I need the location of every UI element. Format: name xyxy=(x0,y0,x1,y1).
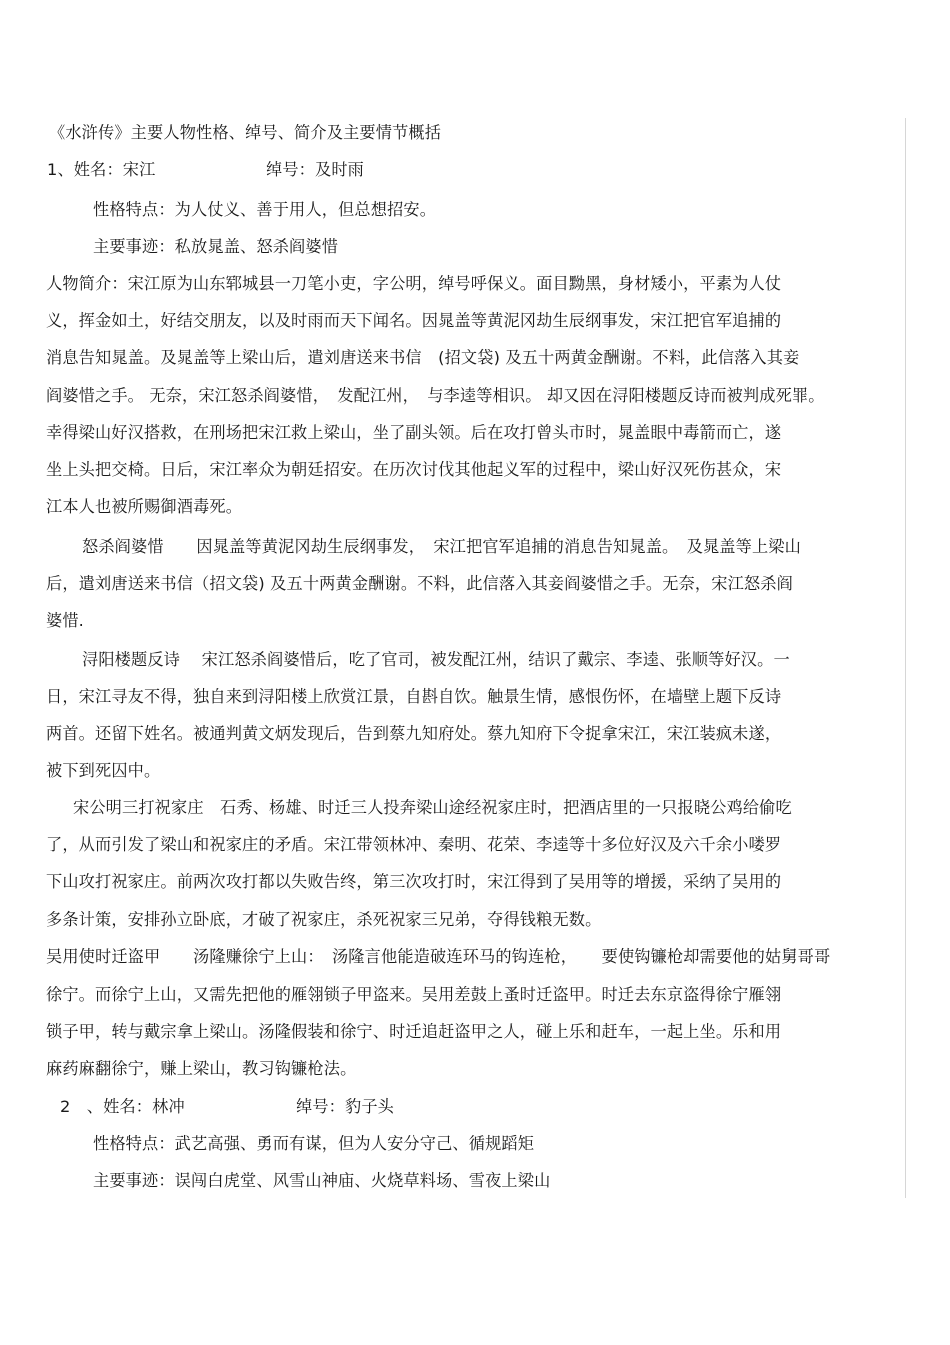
episode-line: 吴用使时迁盗甲 汤隆赚徐宁上山： 汤隆言他能造破连环马的钩连枪， 要使钩镰枪却需要他的姑舅哥哥 xyxy=(46,947,831,966)
episode-line: 下山攻打祝家庄。前两次攻打都以失败告终，第三次攻打时，宋江得到了吴用等的增援，采纳了吴用的 xyxy=(46,872,782,891)
char2-name: 2 、姓名：林冲 xyxy=(60,1097,185,1116)
char2-nickname: 绰号：豹子头 xyxy=(296,1097,395,1116)
char1-bio-line: 坐上头把交椅。日后，宋江率众为朝廷招安。在历次讨伐其他起义军的过程中，梁山好汉死伤甚众，宋 xyxy=(46,460,782,479)
char2-deeds: 主要事迹：误闯白虎堂、风雪山神庙、火烧草料场、雪夜上梁山 xyxy=(93,1171,551,1190)
episode-line: 宋公明三打祝家庄 石秀、杨雄、时迁三人投奔梁山途经祝家庄时，把酒店里的一只报晓公鸡给偷吃 xyxy=(73,798,792,817)
char1-traits: 性格特点：为人仗义、善于用人，但总想招安。 xyxy=(93,200,437,219)
episode-line: 被下到死囚中。 xyxy=(46,761,161,780)
char1-bio-line: 阎婆惜之手。 无奈，宋江怒杀阎婆惜， 发配江州， 与李逵等相识。 却又因在浔阳楼题反诗而被判成死罪。 xyxy=(46,386,825,405)
episode-line: 两首。还留下姓名。被通判黄文炳发现后，告到蔡九知府处。蔡九知府下令捉拿宋江，宋江装疯未遂， xyxy=(46,724,782,743)
episode-line: 后，遣刘唐送来书信（招文袋) 及五十两黄金酬谢。不料，此信落入其妾阎婆惜之手。无奈，宋江怒杀阎 xyxy=(46,574,793,593)
episode-line: 日，宋江寻友不得，独自来到浔阳楼上欣赏江景，自斟自饮。触景生情，感恨伤怀，在墙壁上题下反诗 xyxy=(46,687,782,706)
char1-bio-line: 幸得梁山好汉搭救，在刑场把宋江救上梁山，坐了副头领。后在攻打曾头市时，晁盖眼中毒箭而亡，遂 xyxy=(46,423,782,442)
char2-traits: 性格特点：武艺高强、勇而有谋，但为人安分守己、循规蹈矩 xyxy=(93,1134,535,1153)
char1-bio-line: 江本人也被所赐御酒毒死。 xyxy=(46,497,243,516)
episode-line: 浔阳楼题反诗 宋江怒杀阎婆惜后，吃了官司，被发配江州，结识了戴宗、李逵、张顺等好汉。一 xyxy=(82,650,790,669)
char1-bio-line: 人物简介：宋江原为山东郓城县一刀笔小吏，字公明，绰号呼保义。面目黝黑，身材矮小，平素为人仗 xyxy=(46,274,782,293)
char1-nickname: 绰号：及时雨 xyxy=(266,160,365,179)
char1-deeds: 主要事迹：私放晁盖、怒杀阎婆惜 xyxy=(93,237,339,256)
char1-bio-line: 义，挥金如土，好结交朋友，以及时雨而天下闻名。因晁盖等黄泥冈劫生辰纲事发，宋江把官军追捕的 xyxy=(46,311,782,330)
episode-line: 多条计策，安排孙立卧底，才破了祝家庄，杀死祝家三兄弟，夺得钱粮无数。 xyxy=(46,910,602,929)
page-edge-rule xyxy=(905,118,906,1198)
episode-line: 怒杀阎婆惜 因晁盖等黄泥冈劫生辰纲事发， 宋江把官军追捕的消息告知晁盖。 及晁盖等上梁山 xyxy=(82,537,801,556)
episode-line: 徐宁。而徐宁上山，又需先把他的雁翎锁子甲盗来。吴用差鼓上蚤时迁盗甲。时迁去东京盗得徐宁雁翎 xyxy=(46,985,782,1004)
char1-bio-line: 消息告知晁盖。及晁盖等上梁山后，遣刘唐送来书信 (招文袋) 及五十两黄金酬谢。不料，此信落入其妾 xyxy=(46,348,800,367)
document-title: 《水浒传》主要人物性格、绰号、简介及主要情节概括 xyxy=(49,123,442,142)
episode-line: 麻药麻翻徐宁，赚上梁山，教习钩镰枪法。 xyxy=(46,1059,357,1078)
char1-name: 1、姓名：宋江 xyxy=(47,160,156,179)
episode-line: 了，从而引发了梁山和祝家庄的矛盾。宋江带领林冲、秦明、花荣、李逵等十多位好汉及六千余小喽罗 xyxy=(46,835,782,854)
episode-line: 锁子甲，转与戴宗拿上梁山。汤隆假装和徐宁、时迁追赶盗甲之人，碰上乐和赶车，一起上坐。乐和用 xyxy=(46,1022,782,1041)
episode-line: 婆惜. xyxy=(46,611,84,630)
